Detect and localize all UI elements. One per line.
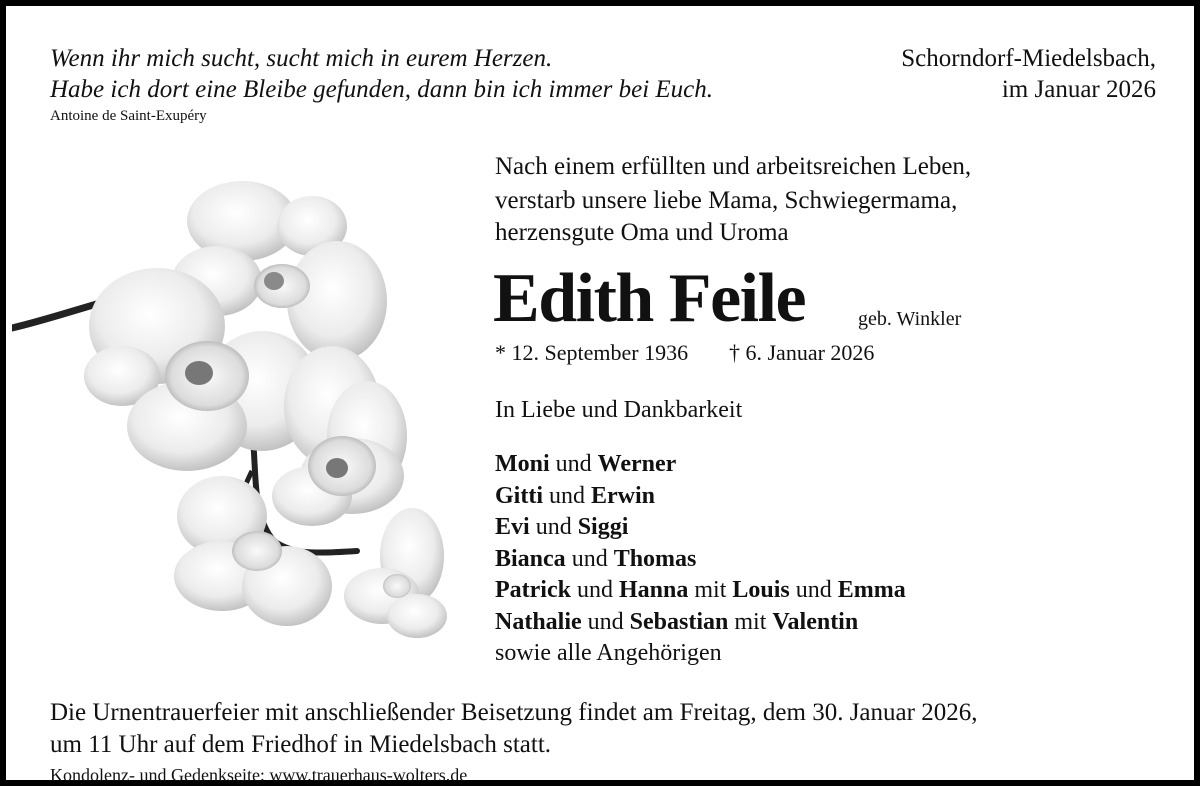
family-connector: mit <box>688 577 733 603</box>
family-member-name: Erwin <box>591 482 656 509</box>
family-member-name: Emma <box>837 577 906 603</box>
deceased-name: Edith Feile <box>493 260 806 337</box>
death-date: † 6. Januar 2026 <box>729 340 875 365</box>
quote-line-1: Wenn ihr mich sucht, sucht mich in eurem Herzen. <box>50 45 553 72</box>
family-member-name: Gitti <box>495 482 543 509</box>
place-line-2: im Januar 2026 <box>1001 76 1156 103</box>
thanks-line: In Liebe und Dankbarkeit <box>495 397 743 423</box>
family-member-name: Moni <box>495 451 550 477</box>
family-member-name: Thomas <box>613 545 697 572</box>
ceremony-line-2: um 11 Uhr auf dem Friedhof in Miedelsbach statt. <box>50 731 552 758</box>
family-line <box>495 481 906 513</box>
family-connector: mit <box>728 608 773 635</box>
family-connector: und <box>581 608 630 635</box>
family-list <box>495 449 906 670</box>
family-member-name: Valentin <box>772 608 859 635</box>
family-line <box>495 607 906 639</box>
family-member-name: Evi <box>495 514 530 540</box>
family-member-name: Bianca <box>495 545 566 572</box>
family-connector: und <box>565 545 614 572</box>
family-member-name: Sebastian <box>629 608 729 635</box>
family-connector: und <box>529 514 578 540</box>
intro-line-3: herzensgute Oma und Uroma <box>495 219 789 246</box>
family-connector: und <box>549 451 598 477</box>
family-member-name: Werner <box>597 451 677 477</box>
birth-date: * 12. September 1936 <box>495 340 689 365</box>
quote-line-2: Habe ich dort eine Bleibe gefunden, dann bin ich immer bei Euch. <box>50 76 714 103</box>
family-line <box>495 638 906 670</box>
intro-line-2: verstarb unsere liebe Mama, Schwiegermama, <box>495 187 958 214</box>
family-connector: sowie alle Angehörigen <box>495 640 722 666</box>
family-member-name: Patrick <box>495 577 571 603</box>
birth-name: geb. Winkler <box>858 308 962 330</box>
condolence-website: Kondolenz- und Gedenkseite: www.trauerhaus-wolters.de <box>50 765 468 785</box>
ceremony-line-1: Die Urnentrauerfeier mit anschließender Beisetzung findet am Freitag, dem 30. Januar 2026, <box>50 699 978 726</box>
family-line <box>495 512 906 544</box>
family-connector: und <box>789 577 838 603</box>
family-connector: und <box>543 482 591 509</box>
family-connector: und <box>570 577 619 603</box>
family-member-name: Siggi <box>577 514 629 540</box>
place-line-1: Schorndorf-Miedelsbach, <box>901 45 1156 72</box>
intro-line-1: Nach einem erfüllten und arbeitsreichen Leben, <box>495 153 972 180</box>
orchid-image <box>12 176 462 646</box>
family-line <box>495 575 906 607</box>
family-line <box>495 449 906 481</box>
family-member-name: Nathalie <box>495 608 582 635</box>
quote-author: Antoine de Saint-Exupéry <box>50 108 207 124</box>
family-line <box>495 544 906 576</box>
family-member-name: Louis <box>732 577 790 603</box>
family-member-name: Hanna <box>618 577 689 603</box>
